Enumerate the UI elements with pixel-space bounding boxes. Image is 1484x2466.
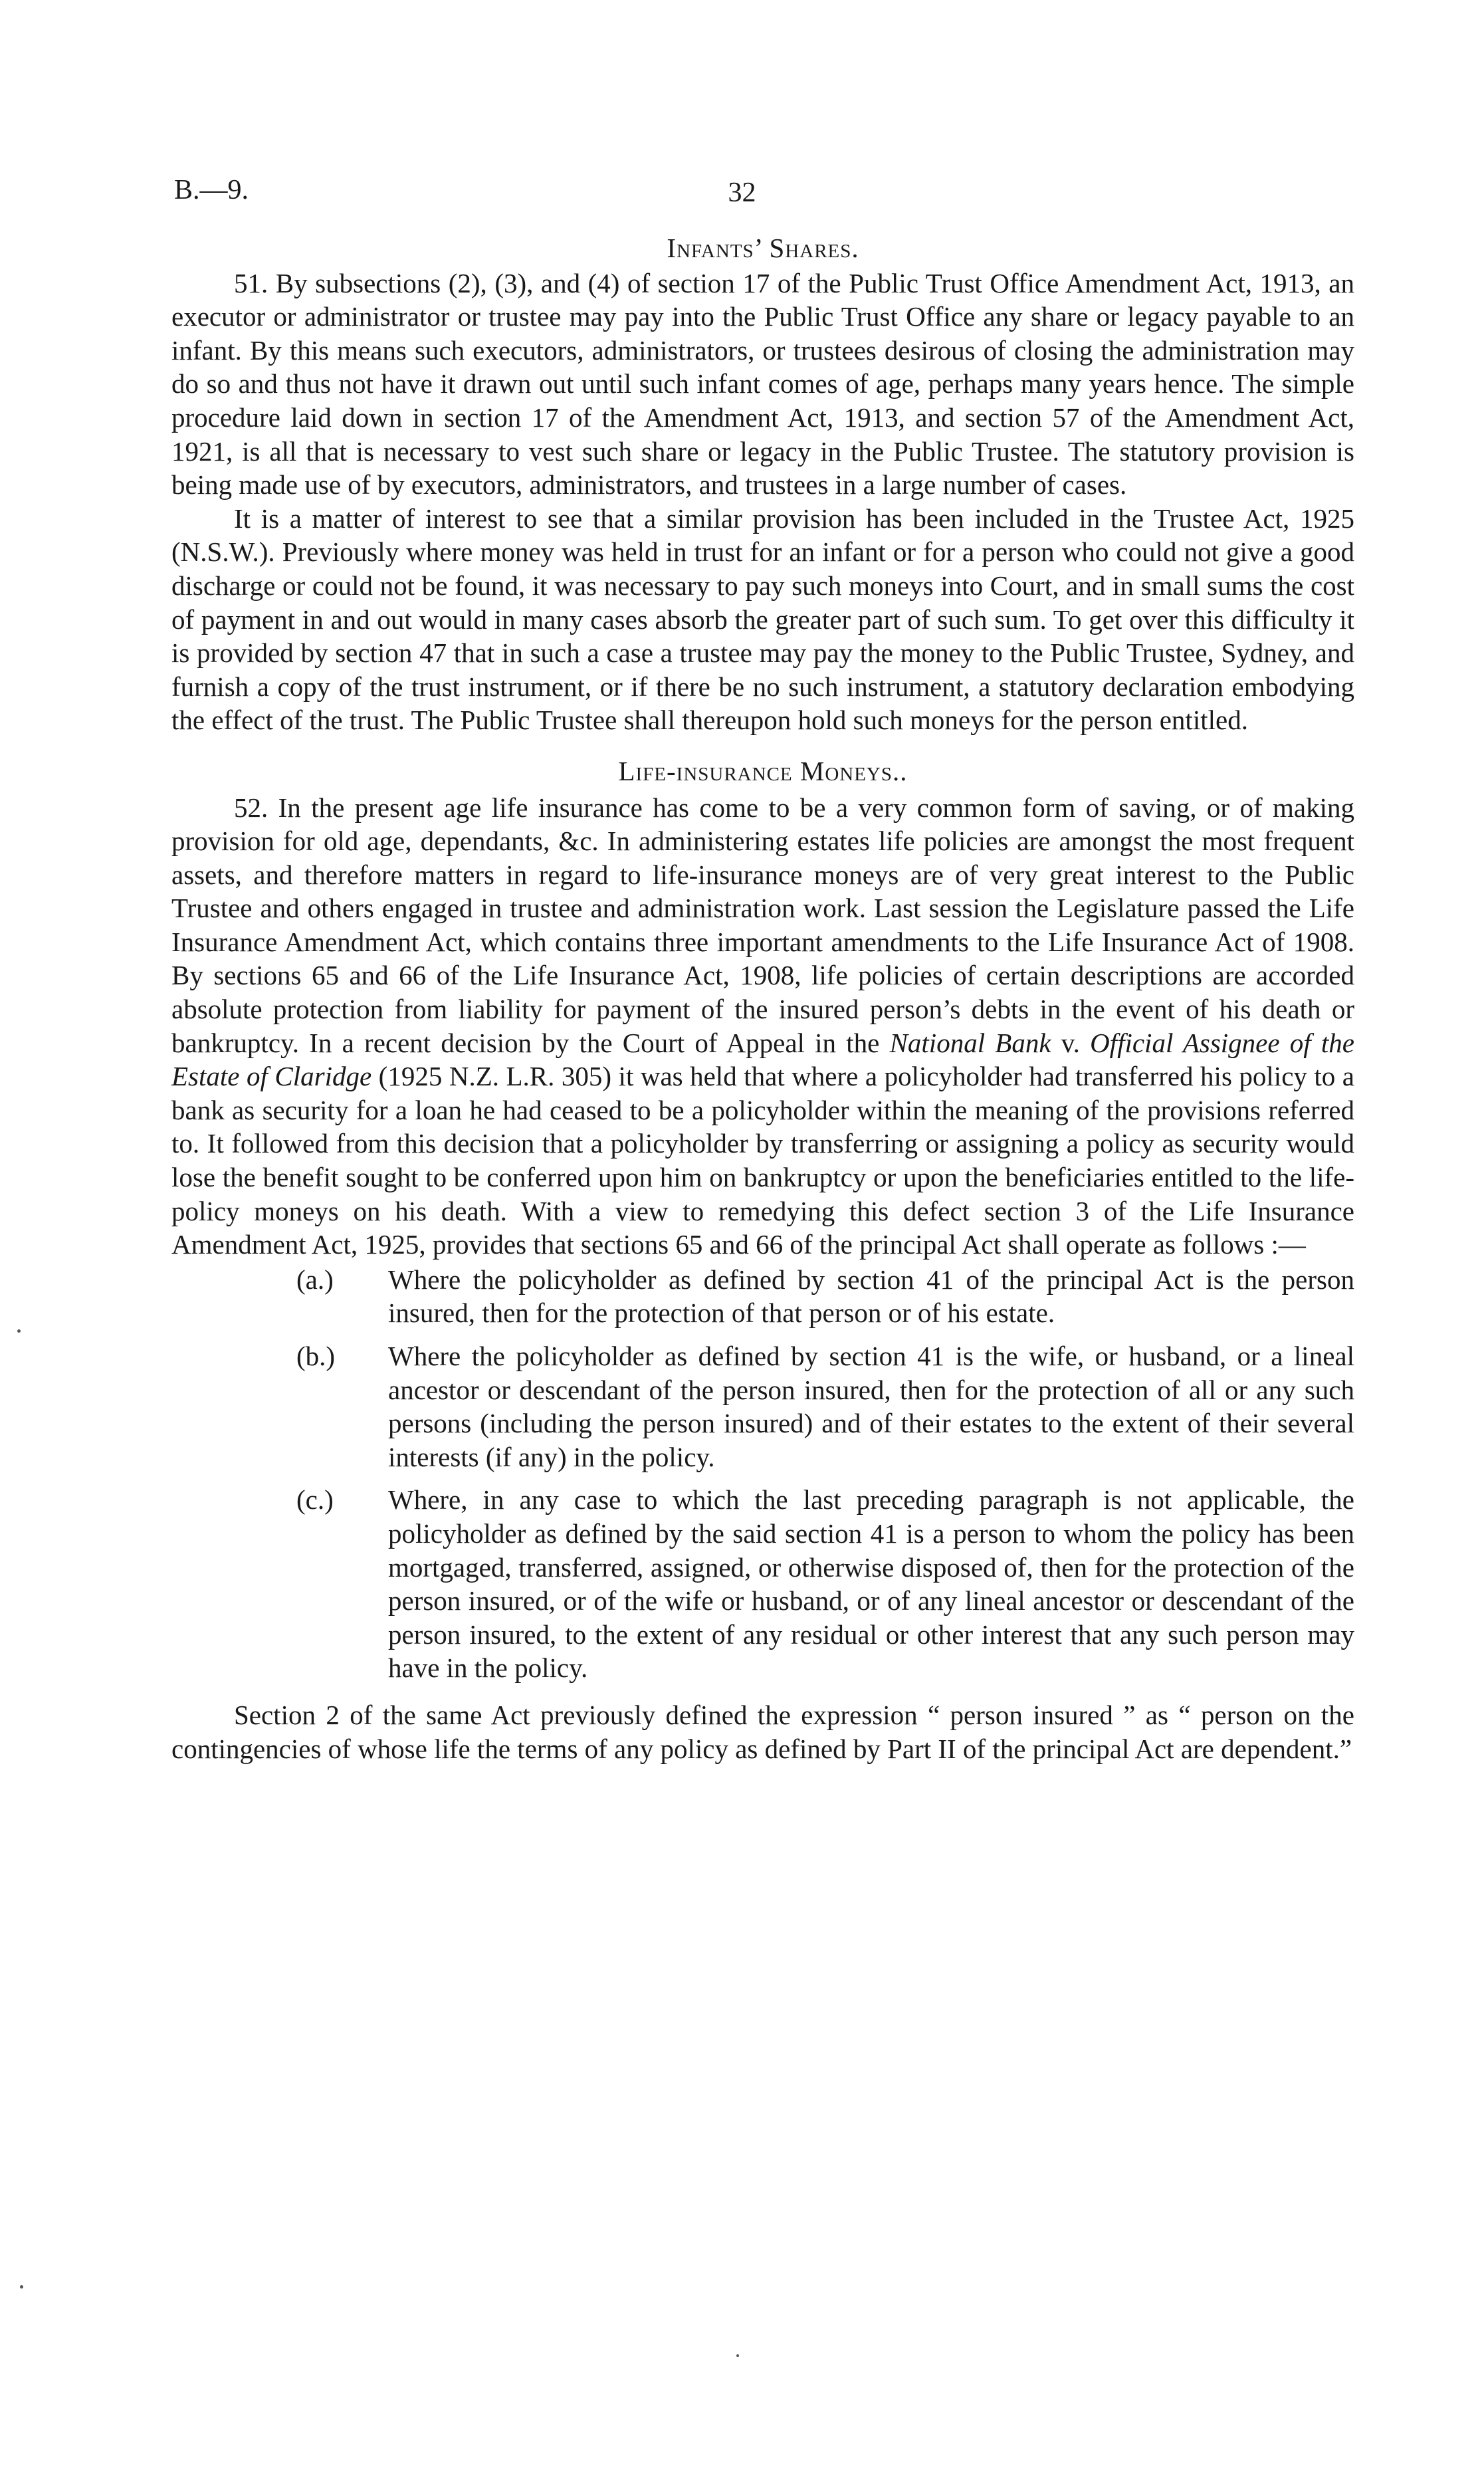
list-item-text: Where the policyholder as defined by section 41 is the wife, or husband, or a lineal ancestor or descendant of the person insured, then for the protection of all or any such persons (including the person insured) and of their estates to the extent of their several interests (if any) in the policy. xyxy=(388,1341,1354,1472)
provisions-list xyxy=(171,1263,1354,1685)
page-number: 32 xyxy=(728,177,756,208)
margin-speck xyxy=(20,2285,23,2289)
paragraph-52-text-a: 52. In the present age life insurance has come to be a very common form of saving, or of making provision for old age, dependants, &c. In administering estates life policies are amongst the most frequent assets, and therefore matters in regard to life-insurance moneys are of very great interest to the Public Trustee and others engaged in trustee and administration work. Last session the Legislature passed the Life Insurance Amendment Act, which contains three important amendments to the Life Insurance Act of 1908. By sections 65 and 66 of the Life Insurance Act, 1908, life policies of certain descriptions are accorded absolute protection from liability for payment of the insured person’s debts in the event of his death or bankruptcy. In a recent decision by the Court of Appeal in the xyxy=(171,792,1354,1058)
section-heading-life-insurance: Life-insurance Moneys.. xyxy=(618,755,908,786)
paragraph-trustee-act: It is a matter of interest to see that a similar provision has been included in the Trustee Act, 1925 (N.S.W.). Previously where money was held in trust for an infant or for a person who could not give a good discharge or could not be found, it was necessary to pay such moneys into Court, and in small sums the cost of payment in and out would in many cases absorb the greater part of such sum. To get over this difficulty it is provided by section 47 that in such a case a trustee may pay the money to the Public Trustee, Sydney, and furnish a copy of the trust instrument, or if there be no such instrument, a statutory declaration embodying the effect of the trust. The Public Trustee shall thereupon hold such moneys for the person entitled. xyxy=(171,503,1354,736)
case-versus: v. xyxy=(1051,1027,1091,1058)
case-name-defendant: Official Assignee of the Estate of Claridge xyxy=(171,1027,1354,1092)
document-body xyxy=(171,231,1354,1765)
list-item-b xyxy=(171,1339,1354,1474)
margin-speck xyxy=(736,2354,739,2357)
list-marker: (b.) xyxy=(296,1341,336,1371)
list-item-text: Where, in any case to which the last preceding paragraph is not applicable, the policyholder as defined by the said section 41 is a person to whom the policy has been mortgaged, transferred, assigned, or otherwise disposed of, then for the protection of the person insured, or of the wife or husband, or of any lineal ancestor or descendant of the person insured, to the extent of any residual or other interest that any such person may have in the policy. xyxy=(388,1484,1354,1684)
section-heading-infants-shares: Infants’ Shares. xyxy=(667,233,859,263)
list-item-a xyxy=(171,1263,1354,1330)
paragraph-52-text-b: (1925 N.Z. L.R. 305) it was held that where a policyholder had transferred his policy to a bank as security for a loan he had ceased to be a policyholder within the meaning of the provisions referred to. It followed from this decision that a policyholder by transferring or assigning a policy as security would lose the benefit sought to be conferred upon him on bankruptcy or upon the beneficiaries entitled to the life-policy moneys on his death. With a view to remedying this defect section 3 of the Life Insurance Amendment Act, 1925, provides that sections 65 and 66 of the principal Act shall operate as follows :— xyxy=(171,1061,1354,1260)
paragraph-51: 51. By subsections (2), (3), and (4) of section 17 of the Public Trust Office Amendment Act, 1913, an executor or administrator or trustee may pay into the Public Trust Office any share or legacy payable to an infant. By this means such executors, administrators, or trustees desirous of closing the administration may do so and thus not have it drawn out until such infant comes of age, perhaps many years hence. The simple procedure laid down in section 17 of the Amendment Act, 1913, and section 57 of the Amendment Act, 1921, is all that is necessary to vest such share or legacy in the Public Trustee. The statutory provision is being made use of by executors, administrators, and trustees in a large number of cases. xyxy=(171,267,1354,501)
list-marker: (c.) xyxy=(296,1484,334,1515)
document-reference: B.—9. xyxy=(174,175,249,205)
list-marker: (a.) xyxy=(296,1264,334,1295)
paragraph-section-2-definition: Section 2 of the same Act previously defined the expression “ person insured ” as “ person on the contingencies of whose life the terms of any policy as defined by Part II of the principal Act are dependent.” xyxy=(171,1699,1354,1764)
margin-speck xyxy=(17,1329,21,1333)
list-item-c xyxy=(171,1483,1354,1685)
list-item-text: Where the policyholder as defined by section 41 of the principal Act is the person insured, then for the protection of that person or of his estate. xyxy=(388,1264,1354,1329)
paragraph-52 xyxy=(171,791,1354,1262)
case-name-plaintiff: National Bank xyxy=(889,1027,1051,1058)
